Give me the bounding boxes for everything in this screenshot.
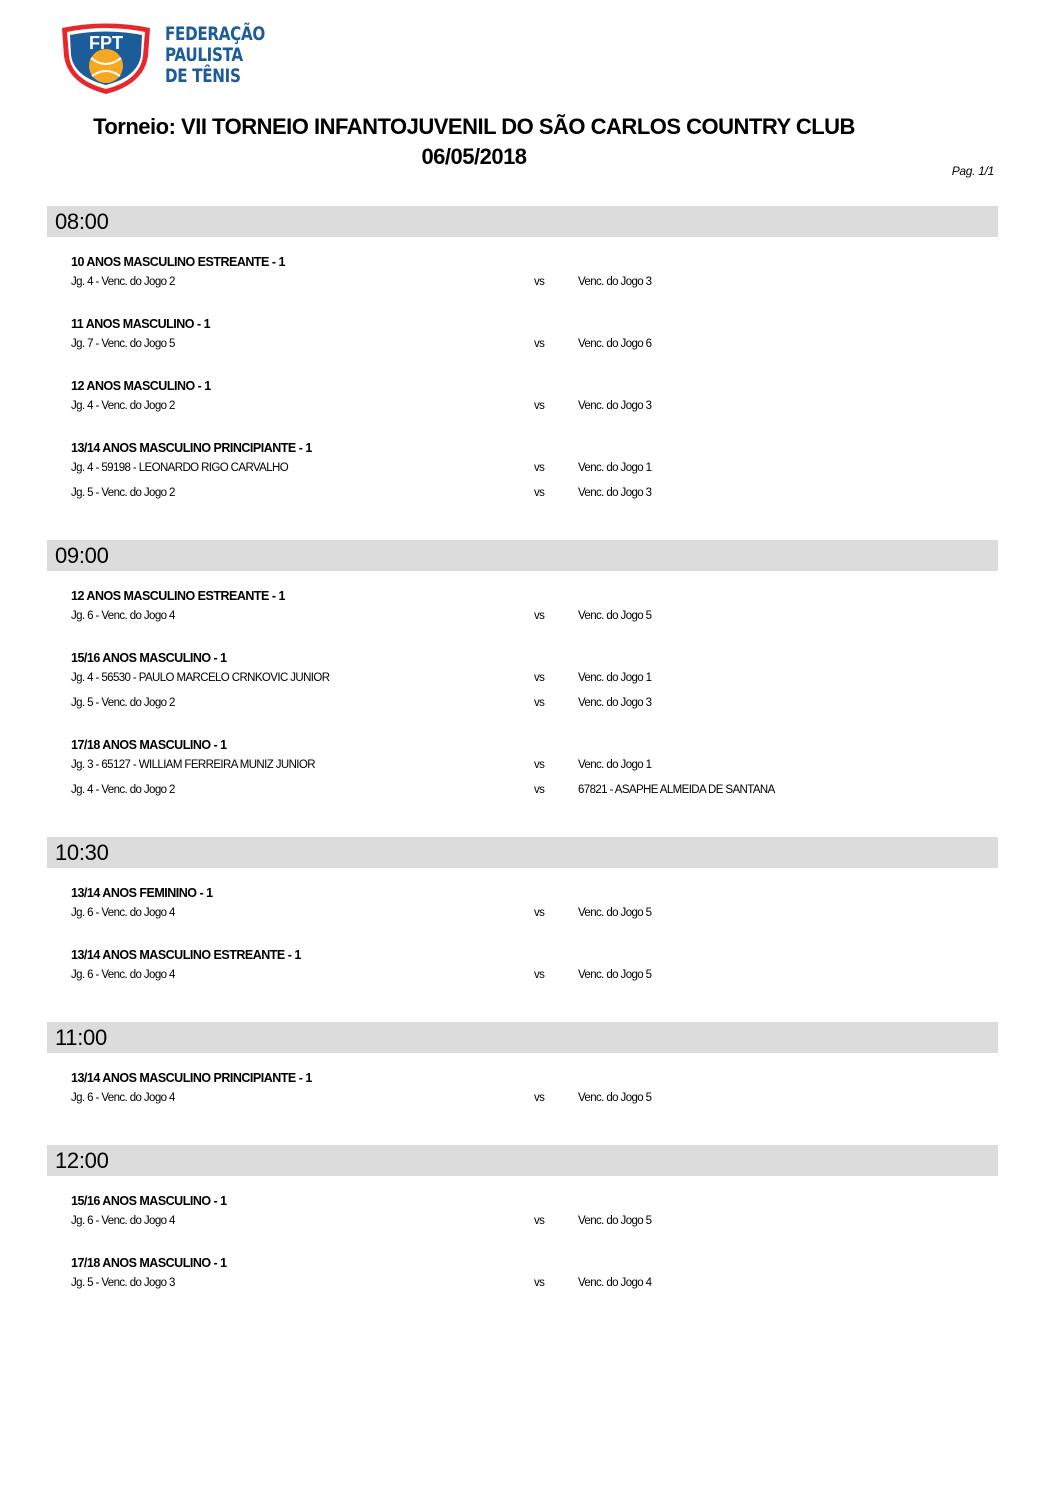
- category-group: [71, 1069, 998, 1113]
- category-title: 13/14 ANOS MASCULINO PRINCIPIANTE - 1: [71, 441, 312, 455]
- match-vs: vs: [534, 672, 545, 684]
- logo-name-line: FEDERAÇÃO: [165, 24, 265, 45]
- match-player-left: Jg. 3 - 65127 - WILLIAM FERREIRA MUNIZ JUNIOR: [71, 759, 315, 771]
- time-slot: [47, 1022, 998, 1113]
- time-slot-header: 08:00: [47, 206, 998, 237]
- match-row: [71, 693, 998, 718]
- schedule: [47, 206, 998, 1330]
- match-vs: vs: [534, 338, 545, 350]
- time-slot: [47, 540, 998, 805]
- time-slot-body: [47, 571, 998, 805]
- category-title: 17/18 ANOS MASCULINO - 1: [71, 738, 227, 752]
- match-player-left: Jg. 4 - Venc. do Jogo 2: [71, 276, 175, 288]
- match-vs: vs: [534, 1277, 545, 1289]
- match-row: [71, 1273, 998, 1298]
- match-vs: vs: [534, 276, 545, 288]
- match-player-right: Venc. do Jogo 5: [578, 1215, 652, 1227]
- time-slot-body: [47, 868, 998, 990]
- match-player-right: Venc. do Jogo 3: [578, 400, 652, 412]
- category-title: 12 ANOS MASCULINO - 1: [71, 379, 211, 393]
- match-player-left: Jg. 6 - Venc. do Jogo 4: [71, 1215, 175, 1227]
- match-vs: vs: [534, 462, 545, 474]
- category-group: [71, 1192, 998, 1236]
- match-vs: vs: [534, 697, 545, 709]
- match-player-right: Venc. do Jogo 3: [578, 697, 652, 709]
- time-slot: [47, 206, 998, 508]
- logo-name-line: DE TÊNIS: [165, 66, 241, 87]
- category-title: 13/14 ANOS MASCULINO PRINCIPIANTE - 1: [71, 1071, 312, 1085]
- logo-name-line: PAULISTA: [165, 45, 243, 66]
- category-group: [71, 439, 998, 508]
- match-vs: vs: [534, 759, 545, 771]
- time-slot: [47, 1145, 998, 1298]
- match-vs: vs: [534, 1215, 545, 1227]
- match-row: [71, 272, 998, 297]
- time-slot-header: 12:00: [47, 1145, 998, 1176]
- match-player-left: Jg. 5 - Venc. do Jogo 3: [71, 1277, 175, 1289]
- match-player-right: 67821 - ASAPHE ALMEIDA DE SANTANA: [578, 784, 775, 796]
- match-player-right: Venc. do Jogo 5: [578, 1092, 652, 1104]
- logo-mark-text: FPT: [89, 33, 123, 53]
- match-player-right: Venc. do Jogo 5: [578, 907, 652, 919]
- match-player-left: Jg. 6 - Venc. do Jogo 4: [71, 1092, 175, 1104]
- category-group: [71, 649, 998, 718]
- category-group: [71, 884, 998, 928]
- match-player-left: Jg. 4 - 59198 - LEONARDO RIGO CARVALHO: [71, 462, 289, 474]
- match-vs: vs: [534, 610, 545, 622]
- match-player-left: Jg. 6 - Venc. do Jogo 4: [71, 610, 175, 622]
- match-player-right: Venc. do Jogo 3: [578, 487, 652, 499]
- time-slot-header: 10:30: [47, 837, 998, 868]
- time-slot-body: [47, 1176, 998, 1298]
- category-title: 13/14 ANOS FEMININO - 1: [71, 886, 213, 900]
- match-row: [71, 668, 998, 693]
- tournament-title: Torneio: VII TORNEIO INFANTOJUVENIL DO SÃO CARLOS COUNTRY CLUB: [93, 114, 855, 139]
- match-vs: vs: [534, 784, 545, 796]
- match-player-right: Venc. do Jogo 1: [578, 759, 652, 771]
- match-row: [71, 965, 998, 990]
- match-vs: vs: [534, 487, 545, 499]
- match-row: [71, 483, 998, 508]
- match-row: [71, 458, 998, 483]
- match-vs: vs: [534, 969, 545, 981]
- category-group: [71, 1254, 998, 1298]
- match-player-left: Jg. 5 - Venc. do Jogo 2: [71, 697, 175, 709]
- match-row: [71, 1211, 998, 1236]
- match-player-left: Jg. 5 - Venc. do Jogo 2: [71, 487, 175, 499]
- match-player-right: Venc. do Jogo 6: [578, 338, 652, 350]
- match-player-left: Jg. 6 - Venc. do Jogo 4: [71, 907, 175, 919]
- match-player-left: Jg. 4 - 56530 - PAULO MARCELO CRNKOVIC JUNIOR: [71, 672, 330, 684]
- match-player-left: Jg. 4 - Venc. do Jogo 2: [71, 784, 175, 796]
- match-row: [71, 606, 998, 631]
- page-number: Pag. 1/1: [951, 164, 994, 178]
- category-group: [71, 253, 998, 297]
- logo-name: [165, 24, 265, 87]
- fpt-logo: [58, 22, 265, 96]
- match-vs: vs: [534, 400, 545, 412]
- match-row: [71, 903, 998, 928]
- match-player-right: Venc. do Jogo 4: [578, 1277, 652, 1289]
- category-title: 17/18 ANOS MASCULINO - 1: [71, 1256, 227, 1270]
- match-player-left: Jg. 4 - Venc. do Jogo 2: [71, 400, 175, 412]
- match-player-right: Venc. do Jogo 1: [578, 462, 652, 474]
- category-group: [71, 377, 998, 421]
- fpt-shield-icon: [58, 22, 158, 96]
- time-slot: [47, 837, 998, 990]
- match-player-right: Venc. do Jogo 3: [578, 276, 652, 288]
- match-row: [71, 334, 998, 359]
- category-title: 10 ANOS MASCULINO ESTREANTE - 1: [71, 255, 285, 269]
- tournament-date: 06/05/2018: [421, 144, 527, 169]
- category-group: [71, 315, 998, 359]
- match-vs: vs: [534, 1092, 545, 1104]
- category-group: [71, 946, 998, 990]
- time-slot-body: [47, 1053, 998, 1113]
- category-title: 13/14 ANOS MASCULINO ESTREANTE - 1: [71, 948, 301, 962]
- match-player-left: Jg. 7 - Venc. do Jogo 5: [71, 338, 175, 350]
- time-slot-header: 09:00: [47, 540, 998, 571]
- match-row: [71, 1088, 998, 1113]
- category-title: 15/16 ANOS MASCULINO - 1: [71, 651, 227, 665]
- category-title: 12 ANOS MASCULINO ESTREANTE - 1: [71, 589, 285, 603]
- category-title: 15/16 ANOS MASCULINO - 1: [71, 1194, 227, 1208]
- category-group: [71, 736, 998, 805]
- time-slot-header: 11:00: [47, 1022, 998, 1053]
- category-title: 11 ANOS MASCULINO - 1: [71, 317, 211, 331]
- match-player-right: Venc. do Jogo 5: [578, 610, 652, 622]
- match-player-right: Venc. do Jogo 5: [578, 969, 652, 981]
- match-row: [71, 780, 998, 805]
- category-group: [71, 587, 998, 631]
- match-player-right: Venc. do Jogo 1: [578, 672, 652, 684]
- match-player-left: Jg. 6 - Venc. do Jogo 4: [71, 969, 175, 981]
- match-row: [71, 755, 998, 780]
- time-slot-body: [47, 237, 998, 508]
- match-row: [71, 396, 998, 421]
- match-vs: vs: [534, 907, 545, 919]
